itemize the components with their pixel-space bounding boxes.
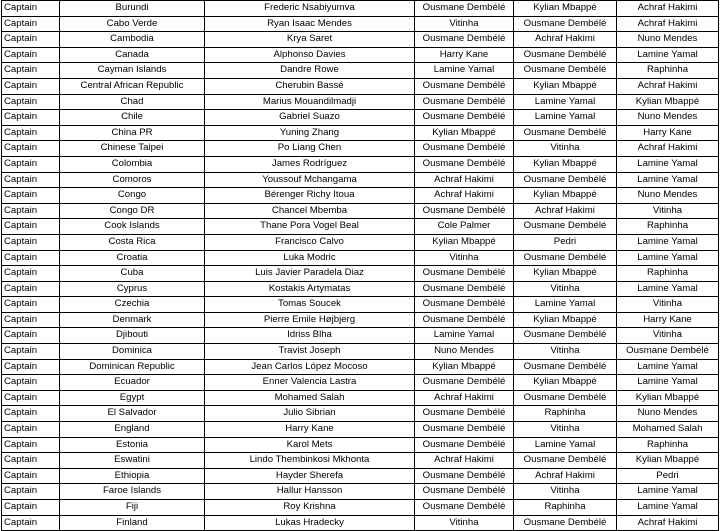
voter-name-cell: Lukas Hradecky — [205, 515, 415, 531]
third-place-cell: Achraf Hakimi — [617, 16, 719, 32]
second-place-cell: Kylian Mbappé — [514, 312, 617, 328]
second-place-cell: Lamine Yamal — [514, 437, 617, 453]
role-cell: Captain — [2, 141, 60, 157]
first-place-cell: Lamine Yamal — [415, 328, 514, 344]
role-cell: Captain — [2, 468, 60, 484]
voter-name-cell: Luka Modric — [205, 250, 415, 266]
voter-name-cell: Dandre Rowe — [205, 63, 415, 79]
voter-name-cell: Julio Sibrian — [205, 406, 415, 422]
role-cell: Captain — [2, 16, 60, 32]
role-cell: Captain — [2, 281, 60, 297]
first-place-cell: Vitinha — [415, 250, 514, 266]
third-place-cell: Nuno Mendes — [617, 188, 719, 204]
voter-name-cell: Alphonso Davies — [205, 47, 415, 63]
voter-name-cell: Travist Joseph — [205, 344, 415, 360]
country-cell: Fiji — [60, 500, 205, 516]
table-row — [2, 125, 719, 141]
role-cell: Captain — [2, 484, 60, 500]
country-cell: Czechia — [60, 297, 205, 313]
third-place-cell: Nuno Mendes — [617, 110, 719, 126]
role-cell: Captain — [2, 188, 60, 204]
country-cell: Cuba — [60, 266, 205, 282]
role-cell: Captain — [2, 344, 60, 360]
first-place-cell: Ousmane Dembélé — [415, 94, 514, 110]
role-cell: Captain — [2, 312, 60, 328]
first-place-cell: Ousmane Dembélé — [415, 312, 514, 328]
third-place-cell: Lamine Yamal — [617, 47, 719, 63]
role-cell: Captain — [2, 63, 60, 79]
table-row — [2, 47, 719, 63]
table-row — [2, 375, 719, 391]
country-cell: Burundi — [60, 1, 205, 17]
first-place-cell: Ousmane Dembélé — [415, 203, 514, 219]
first-place-cell: Kylian Mbappé — [415, 234, 514, 250]
voter-name-cell: Hayder Sherefa — [205, 468, 415, 484]
country-cell: Faroe Islands — [60, 484, 205, 500]
second-place-cell: Achraf Hakimi — [514, 32, 617, 48]
voter-name-cell: Enner Valencia Lastra — [205, 375, 415, 391]
table-row — [2, 266, 719, 282]
country-cell: Djibouti — [60, 328, 205, 344]
third-place-cell: Kylian Mbappé — [617, 390, 719, 406]
role-cell: Captain — [2, 32, 60, 48]
first-place-cell: Vitinha — [415, 515, 514, 531]
country-cell: Ecuador — [60, 375, 205, 391]
first-place-cell: Kylian Mbappé — [415, 125, 514, 141]
first-place-cell: Ousmane Dembélé — [415, 422, 514, 438]
country-cell: Cambodia — [60, 32, 205, 48]
role-cell: Captain — [2, 156, 60, 172]
table-row — [2, 16, 719, 32]
table-row — [2, 234, 719, 250]
voter-name-cell: Thane Pora Vogel Beal — [205, 219, 415, 235]
table-row — [2, 172, 719, 188]
country-cell: China PR — [60, 125, 205, 141]
second-place-cell: Ousmane Dembélé — [514, 453, 617, 469]
third-place-cell: Lamine Yamal — [617, 500, 719, 516]
second-place-cell: Ousmane Dembélé — [514, 63, 617, 79]
role-cell: Captain — [2, 250, 60, 266]
table-row — [2, 515, 719, 531]
voter-name-cell: Francisco Calvo — [205, 234, 415, 250]
third-place-cell: Achraf Hakimi — [617, 78, 719, 94]
role-cell: Captain — [2, 172, 60, 188]
voter-name-cell: Pierre Emile Højbjerg — [205, 312, 415, 328]
third-place-cell: Lamine Yamal — [617, 156, 719, 172]
voter-name-cell: Bérenger Richy Itoua — [205, 188, 415, 204]
votes-table-body — [2, 1, 719, 531]
table-row — [2, 390, 719, 406]
first-place-cell: Kylian Mbappé — [415, 359, 514, 375]
second-place-cell: Ousmane Dembélé — [514, 16, 617, 32]
second-place-cell: Kylian Mbappé — [514, 78, 617, 94]
table-row — [2, 422, 719, 438]
country-cell: Ethiopia — [60, 468, 205, 484]
third-place-cell: Lamine Yamal — [617, 172, 719, 188]
first-place-cell: Achraf Hakimi — [415, 188, 514, 204]
first-place-cell: Achraf Hakimi — [415, 390, 514, 406]
role-cell: Captain — [2, 219, 60, 235]
table-row — [2, 156, 719, 172]
voter-name-cell: Roy Krishna — [205, 500, 415, 516]
table-row — [2, 219, 719, 235]
voter-name-cell: Frederic Nsabiyumva — [205, 1, 415, 17]
third-place-cell: Lamine Yamal — [617, 359, 719, 375]
country-cell: Chile — [60, 110, 205, 126]
first-place-cell: Achraf Hakimi — [415, 172, 514, 188]
table-row — [2, 437, 719, 453]
role-cell: Captain — [2, 47, 60, 63]
third-place-cell: Lamine Yamal — [617, 375, 719, 391]
second-place-cell: Kylian Mbappé — [514, 1, 617, 17]
third-place-cell: Lamine Yamal — [617, 234, 719, 250]
role-cell: Captain — [2, 1, 60, 17]
country-cell: Cook Islands — [60, 219, 205, 235]
third-place-cell: Vitinha — [617, 328, 719, 344]
voter-name-cell: Hallur Hansson — [205, 484, 415, 500]
second-place-cell: Raphinha — [514, 500, 617, 516]
table-row — [2, 359, 719, 375]
voter-name-cell: Tomas Soucek — [205, 297, 415, 313]
table-row — [2, 1, 719, 17]
first-place-cell: Ousmane Dembélé — [415, 406, 514, 422]
second-place-cell: Ousmane Dembélé — [514, 47, 617, 63]
second-place-cell: Lamine Yamal — [514, 94, 617, 110]
country-cell: Central African Republic — [60, 78, 205, 94]
country-cell: Cabo Verde — [60, 16, 205, 32]
voter-name-cell: Harry Kane — [205, 422, 415, 438]
table-row — [2, 110, 719, 126]
second-place-cell: Achraf Hakimi — [514, 203, 617, 219]
table-row — [2, 281, 719, 297]
role-cell: Captain — [2, 78, 60, 94]
third-place-cell: Mohamed Salah — [617, 422, 719, 438]
voter-name-cell: Kostakis Artymatas — [205, 281, 415, 297]
table-row — [2, 94, 719, 110]
second-place-cell: Vitinha — [514, 344, 617, 360]
second-place-cell: Achraf Hakimi — [514, 468, 617, 484]
role-cell: Captain — [2, 94, 60, 110]
voter-name-cell: Chancel Mbemba — [205, 203, 415, 219]
table-row — [2, 32, 719, 48]
third-place-cell: Raphinha — [617, 437, 719, 453]
country-cell: England — [60, 422, 205, 438]
country-cell: Egypt — [60, 390, 205, 406]
role-cell: Captain — [2, 375, 60, 391]
country-cell: Eswatini — [60, 453, 205, 469]
voter-name-cell: Cherubin Bassé — [205, 78, 415, 94]
country-cell: Congo — [60, 188, 205, 204]
second-place-cell: Vitinha — [514, 281, 617, 297]
second-place-cell: Ousmane Dembélé — [514, 515, 617, 531]
second-place-cell: Ousmane Dembélé — [514, 219, 617, 235]
voter-name-cell: Po Liang Chen — [205, 141, 415, 157]
table-row — [2, 468, 719, 484]
second-place-cell: Vitinha — [514, 484, 617, 500]
third-place-cell: Kylian Mbappé — [617, 94, 719, 110]
country-cell: Dominica — [60, 344, 205, 360]
table-row — [2, 63, 719, 79]
role-cell: Captain — [2, 406, 60, 422]
second-place-cell: Kylian Mbappé — [514, 375, 617, 391]
third-place-cell: Achraf Hakimi — [617, 515, 719, 531]
third-place-cell: Lamine Yamal — [617, 484, 719, 500]
country-cell: Colombia — [60, 156, 205, 172]
first-place-cell: Ousmane Dembélé — [415, 484, 514, 500]
first-place-cell: Harry Kane — [415, 47, 514, 63]
first-place-cell: Cole Palmer — [415, 219, 514, 235]
country-cell: Denmark — [60, 312, 205, 328]
role-cell: Captain — [2, 437, 60, 453]
country-cell: Congo DR — [60, 203, 205, 219]
third-place-cell: Raphinha — [617, 63, 719, 79]
voter-name-cell: Mohamed Salah — [205, 390, 415, 406]
country-cell: Cayman Islands — [60, 63, 205, 79]
first-place-cell: Ousmane Dembélé — [415, 32, 514, 48]
third-place-cell: Raphinha — [617, 219, 719, 235]
third-place-cell: Raphinha — [617, 266, 719, 282]
role-cell: Captain — [2, 266, 60, 282]
role-cell: Captain — [2, 110, 60, 126]
role-cell: Captain — [2, 203, 60, 219]
role-cell: Captain — [2, 422, 60, 438]
second-place-cell: Kylian Mbappé — [514, 156, 617, 172]
role-cell: Captain — [2, 515, 60, 531]
country-cell: El Salvador — [60, 406, 205, 422]
second-place-cell: Ousmane Dembélé — [514, 390, 617, 406]
first-place-cell: Ousmane Dembélé — [415, 500, 514, 516]
table-row — [2, 141, 719, 157]
voter-name-cell: Lindo Thembinkosi Mkhonta — [205, 453, 415, 469]
first-place-cell: Ousmane Dembélé — [415, 468, 514, 484]
country-cell: Dominican Republic — [60, 359, 205, 375]
role-cell: Captain — [2, 500, 60, 516]
second-place-cell: Ousmane Dembélé — [514, 359, 617, 375]
second-place-cell: Lamine Yamal — [514, 110, 617, 126]
second-place-cell: Kylian Mbappé — [514, 188, 617, 204]
country-cell: Finland — [60, 515, 205, 531]
first-place-cell: Ousmane Dembélé — [415, 1, 514, 17]
role-cell: Captain — [2, 328, 60, 344]
third-place-cell: Nuno Mendes — [617, 406, 719, 422]
voter-name-cell: Youssouf Mchangama — [205, 172, 415, 188]
third-place-cell: Achraf Hakimi — [617, 1, 719, 17]
table-row — [2, 328, 719, 344]
voter-name-cell: Yuning Zhang — [205, 125, 415, 141]
table-row — [2, 188, 719, 204]
third-place-cell: Lamine Yamal — [617, 281, 719, 297]
role-cell: Captain — [2, 234, 60, 250]
role-cell: Captain — [2, 390, 60, 406]
table-row — [2, 453, 719, 469]
voter-name-cell: Karol Mets — [205, 437, 415, 453]
role-cell: Captain — [2, 297, 60, 313]
third-place-cell: Harry Kane — [617, 312, 719, 328]
votes-table — [1, 0, 719, 531]
role-cell: Captain — [2, 125, 60, 141]
third-place-cell: Harry Kane — [617, 125, 719, 141]
table-row — [2, 250, 719, 266]
third-place-cell: Pedri — [617, 468, 719, 484]
second-place-cell: Raphinha — [514, 406, 617, 422]
second-place-cell: Lamine Yamal — [514, 297, 617, 313]
second-place-cell: Vitinha — [514, 422, 617, 438]
voter-name-cell: Idriss Blha — [205, 328, 415, 344]
first-place-cell: Vitinha — [415, 16, 514, 32]
voter-name-cell: James Rodríguez — [205, 156, 415, 172]
first-place-cell: Achraf Hakimi — [415, 453, 514, 469]
third-place-cell: Vitinha — [617, 297, 719, 313]
second-place-cell: Ousmane Dembélé — [514, 125, 617, 141]
country-cell: Chad — [60, 94, 205, 110]
first-place-cell: Ousmane Dembélé — [415, 281, 514, 297]
first-place-cell: Ousmane Dembélé — [415, 375, 514, 391]
first-place-cell: Ousmane Dembélé — [415, 156, 514, 172]
second-place-cell: Ousmane Dembélé — [514, 172, 617, 188]
country-cell: Chinese Taipei — [60, 141, 205, 157]
voter-name-cell: Marius Mouandilmadji — [205, 94, 415, 110]
country-cell: Canada — [60, 47, 205, 63]
table-row — [2, 312, 719, 328]
third-place-cell: Vitinha — [617, 203, 719, 219]
third-place-cell: Kylian Mbappé — [617, 453, 719, 469]
country-cell: Costa Rica — [60, 234, 205, 250]
table-row — [2, 500, 719, 516]
third-place-cell: Lamine Yamal — [617, 250, 719, 266]
table-row — [2, 344, 719, 360]
table-row — [2, 406, 719, 422]
first-place-cell: Nuno Mendes — [415, 344, 514, 360]
role-cell: Captain — [2, 359, 60, 375]
country-cell: Croatia — [60, 250, 205, 266]
first-place-cell: Ousmane Dembélé — [415, 78, 514, 94]
table-row — [2, 78, 719, 94]
table-row — [2, 297, 719, 313]
third-place-cell: Nuno Mendes — [617, 32, 719, 48]
country-cell: Estonia — [60, 437, 205, 453]
country-cell: Cyprus — [60, 281, 205, 297]
voter-name-cell: Krya Saret — [205, 32, 415, 48]
first-place-cell: Ousmane Dembélé — [415, 297, 514, 313]
table-row — [2, 203, 719, 219]
voter-name-cell: Luis Javier Paradela Diaz — [205, 266, 415, 282]
second-place-cell: Ousmane Dembélé — [514, 250, 617, 266]
second-place-cell: Pedri — [514, 234, 617, 250]
first-place-cell: Lamine Yamal — [415, 63, 514, 79]
second-place-cell: Vitinha — [514, 141, 617, 157]
second-place-cell: Kylian Mbappé — [514, 266, 617, 282]
first-place-cell: Ousmane Dembélé — [415, 437, 514, 453]
third-place-cell: Achraf Hakimi — [617, 141, 719, 157]
first-place-cell: Ousmane Dembélé — [415, 141, 514, 157]
country-cell: Comoros — [60, 172, 205, 188]
role-cell: Captain — [2, 453, 60, 469]
first-place-cell: Ousmane Dembélé — [415, 266, 514, 282]
voter-name-cell: Gabriel Suazo — [205, 110, 415, 126]
voter-name-cell: Jean Carlos López Mocoso — [205, 359, 415, 375]
voter-name-cell: Ryan Isaac Mendes — [205, 16, 415, 32]
third-place-cell: Ousmane Dembélé — [617, 344, 719, 360]
table-row — [2, 484, 719, 500]
first-place-cell: Ousmane Dembélé — [415, 110, 514, 126]
second-place-cell: Ousmane Dembélé — [514, 328, 617, 344]
